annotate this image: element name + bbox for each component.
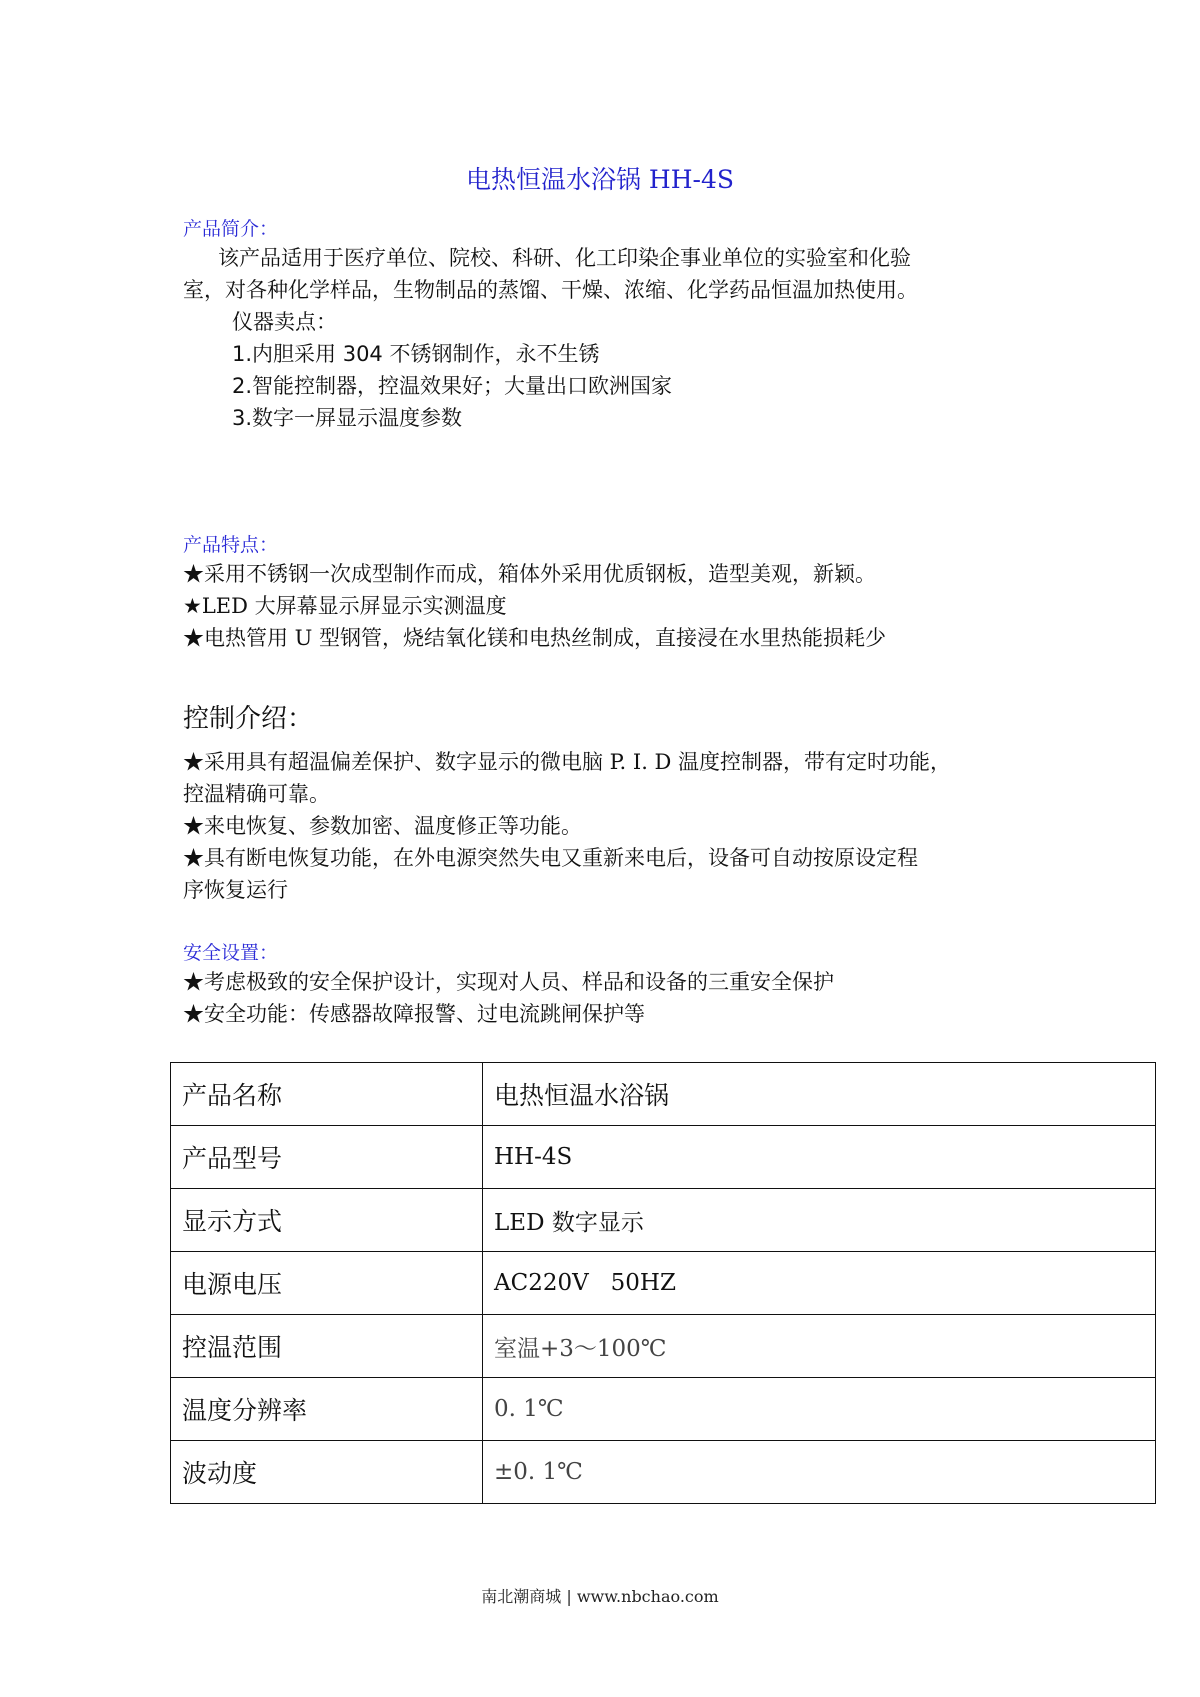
selling-point-3: 3.数字一屏显示温度参数 [232, 406, 463, 430]
spec-value: HH-4S [483, 1126, 1156, 1189]
spec-value: 室温+3～100℃ [483, 1315, 1156, 1378]
control-line-2: 控温精确可靠。 [183, 782, 330, 806]
spec-value: 0. 1℃ [483, 1378, 1156, 1441]
spec-label: 显示方式 [171, 1189, 483, 1252]
table-row [171, 1063, 1156, 1126]
selling-point-1: 1.内胆采用 304 不锈钢制作，永不生锈 [232, 342, 600, 366]
selling-point-2: 2.智能控制器，控温效果好；大量出口欧洲国家 [232, 374, 673, 398]
footer-text: 南北潮商城 | www.nbchao.com [481, 1587, 719, 1606]
intro-paragraph-line1: 该产品适用于医疗单位、院校、科研、化工印染企事业单位的实验室和化验 [218, 246, 911, 270]
control-line-5: 序恢复运行 [183, 878, 288, 902]
table-row [171, 1378, 1156, 1441]
control-line-3: ★来电恢复、参数加密、温度修正等功能。 [183, 814, 582, 838]
control-heading: 控制介绍： [183, 704, 314, 734]
spec-value: 电热恒温水浴锅 [483, 1063, 1156, 1126]
feature-item-2: ★LED 大屏幕显示屏显示实测温度 [183, 594, 507, 618]
spec-value: ±0. 1℃ [483, 1441, 1156, 1504]
selling-points-heading: 仪器卖点： [232, 310, 337, 334]
feature-item-3: ★电热管用 U 型钢管，烧结氧化镁和电热丝制成，直接浸在水里热能损耗少 [183, 626, 887, 650]
spec-label: 产品名称 [171, 1063, 483, 1126]
table-row [171, 1441, 1156, 1504]
safety-item-1: ★考虑极致的安全保护设计，实现对人员、样品和设备的三重安全保护 [183, 970, 834, 994]
document-title: 电热恒温水浴锅 HH-4S [465, 165, 735, 194]
spec-label: 波动度 [171, 1441, 483, 1504]
spec-value: AC220V 50HZ [483, 1252, 1156, 1315]
table-row [171, 1315, 1156, 1378]
table-row [171, 1126, 1156, 1189]
safety-heading: 安全设置： [183, 942, 279, 964]
spec-label: 控温范围 [171, 1315, 483, 1378]
safety-item-2: ★安全功能：传感器故障报警、过电流跳闸保护等 [183, 1002, 645, 1026]
spec-table [170, 1062, 1156, 1504]
table-row [171, 1252, 1156, 1315]
spec-label: 电源电压 [171, 1252, 483, 1315]
spec-label: 温度分辨率 [171, 1378, 483, 1441]
control-line-4: ★具有断电恢复功能，在外电源突然失电又重新来电后，设备可自动按原设定程 [183, 846, 918, 870]
intro-heading: 产品简介： [183, 218, 279, 240]
table-row [171, 1189, 1156, 1252]
intro-paragraph-line2: 室，对各种化学样品，生物制品的蒸馏、干燥、浓缩、化学药品恒温加热使用。 [183, 278, 918, 302]
spec-label: 产品型号 [171, 1126, 483, 1189]
spec-value: LED 数字显示 [483, 1189, 1156, 1252]
feature-item-1: ★采用不锈钢一次成型制作而成，箱体外采用优质钢板，造型美观，新颖。 [183, 562, 876, 586]
control-line-1: ★采用具有超温偏差保护、数字显示的微电脑 P. I. D 温度控制器，带有定时功能， [183, 750, 952, 774]
features-heading: 产品特点： [183, 534, 279, 556]
